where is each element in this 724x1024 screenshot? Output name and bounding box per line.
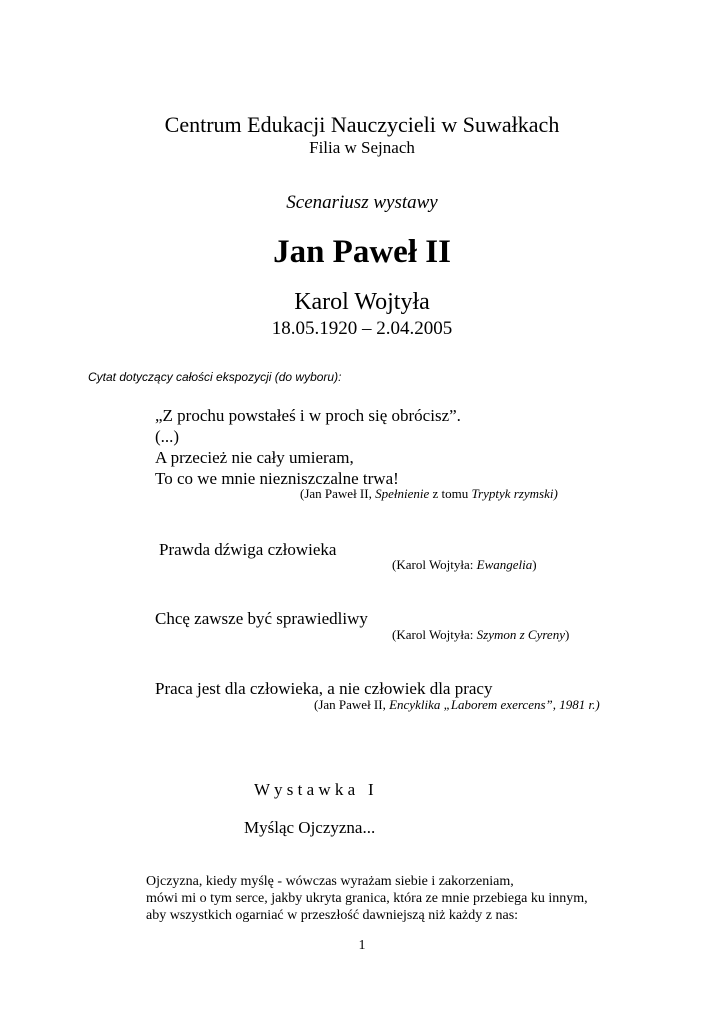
prose-line-3: aby wszystkich ogarniać w przeszłość dawniejszą niż każdy z nas: <box>146 908 519 923</box>
institution-name: Centrum Edukacji Nauczycieli w Suwałkach <box>164 112 560 137</box>
quote3-text: Chcę zawsze być sprawiedliwy <box>155 609 368 628</box>
quote1-poem <box>155 405 461 489</box>
quote1-line-4: To co we mnie niezniszczalne trwa! <box>155 469 399 488</box>
quote1-source-work: Spełnienie <box>375 486 430 501</box>
quote4-source <box>314 697 600 713</box>
quote2-source-suffix: ) <box>532 557 537 572</box>
subtitle-dates: 18.05.1920 – 2.04.2005 <box>271 318 453 339</box>
branch-name: Filia w Sejnach <box>309 138 415 157</box>
quote3-source-suffix: ) <box>564 627 570 642</box>
quote1-source <box>300 486 558 502</box>
quote4-source-work: Encyklika „Laborem exercens”, 1981 r.) <box>389 697 600 712</box>
quote1-line-2: (...) <box>155 427 180 446</box>
quote2-source <box>392 557 537 573</box>
prose-line-2: mówi mi o tym serce, jakby ukryta granica, która ze mnie przebiega ku innym, <box>146 891 588 906</box>
scenario-label: Scenariusz wystawy <box>286 192 438 213</box>
quote4-source-prefix: (Jan Paweł II, <box>314 697 390 712</box>
prose-line-1: Ojczyzna, kiedy myślę - wówczas wyrażam siebie i zakorzeniam, <box>146 874 514 889</box>
quote2-source-prefix: (Karol Wojtyła: <box>392 557 477 572</box>
quote3-source <box>392 627 569 643</box>
quote1-source-prefix: (Jan Paweł II, <box>300 486 376 501</box>
quote3-source-work: Szymon z Cyreny <box>476 627 565 642</box>
quote2-text: Prawda dźwiga człowieka <box>159 540 337 559</box>
quote1-line-1: „Z prochu powstałeś i w proch się obrócisz”. <box>155 406 461 425</box>
quote2-source-work: Ewangelia <box>476 557 533 572</box>
section-title: Myśląc Ojczyzna... <box>244 818 376 837</box>
quote3-source-prefix: (Karol Wojtyła: <box>392 627 477 642</box>
section-label: W y s t a w k a I <box>254 780 374 799</box>
quote4-text: Praca jest dla człowieka, a nie człowiek dla pracy <box>155 679 493 698</box>
quote1-source-book: Tryptyk rzymski) <box>471 486 558 501</box>
page-number: 1 <box>358 938 366 953</box>
quotes-note: Cytat dotyczący całości ekspozycji (do wyboru): <box>88 370 342 384</box>
prose-block <box>146 873 588 924</box>
page-title: Jan Paweł II <box>273 234 451 270</box>
subtitle-name: Karol Wojtyła <box>294 289 430 315</box>
quote1-line-3: A przecież nie cały umieram, <box>155 448 354 467</box>
quote1-source-mid: z tomu <box>429 486 472 501</box>
